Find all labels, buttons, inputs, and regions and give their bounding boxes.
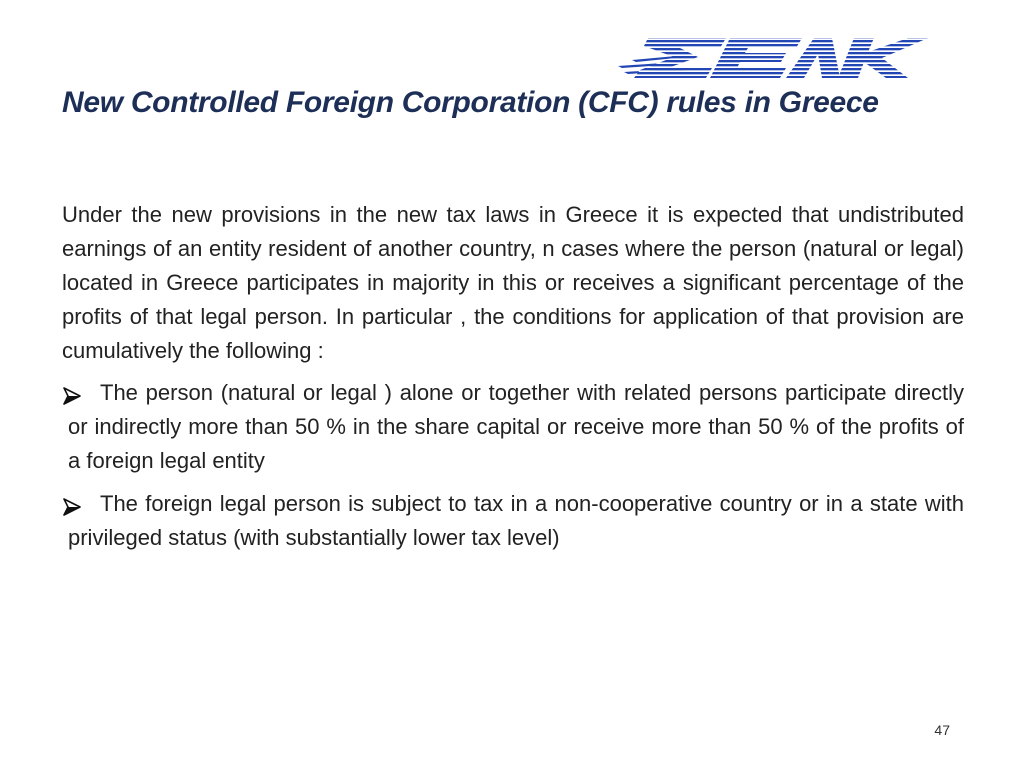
- intro-paragraph: Under the new provisions in the new tax laws in Greece it is expected that undistributed earnings of an entity resident of another country, n cases where the person (natural or legal) located in Greece participates in majority in this or receives a significant percentage of the profits of that legal person. In particular , the conditions for application of that provision are cumulatively the following :: [62, 202, 964, 363]
- arrow-bullet-icon: [62, 493, 82, 513]
- bullet-text: The foreign legal person is subject to tax in a non-cooperative country or in a state with privileged status (with substantially lower tax level): [68, 491, 964, 550]
- bullet-item: [62, 376, 964, 478]
- arrow-bullet-icon: [62, 382, 82, 402]
- page-number: 47: [934, 722, 950, 738]
- seak-logo-graphic: [618, 36, 928, 78]
- slide-body: [62, 198, 964, 564]
- bullet-text: The person (natural or legal ) alone or together with related persons participate directly or indirectly more than 50 % in the share capital or receive more than 50 % of the profits of a foreign legal entity: [68, 380, 964, 473]
- seak-logo: [618, 36, 928, 78]
- bullet-item: [62, 487, 964, 555]
- slide-title: New Controlled Foreign Corporation (CFC) rules in Greece: [62, 86, 879, 119]
- logo-letters: [634, 38, 928, 78]
